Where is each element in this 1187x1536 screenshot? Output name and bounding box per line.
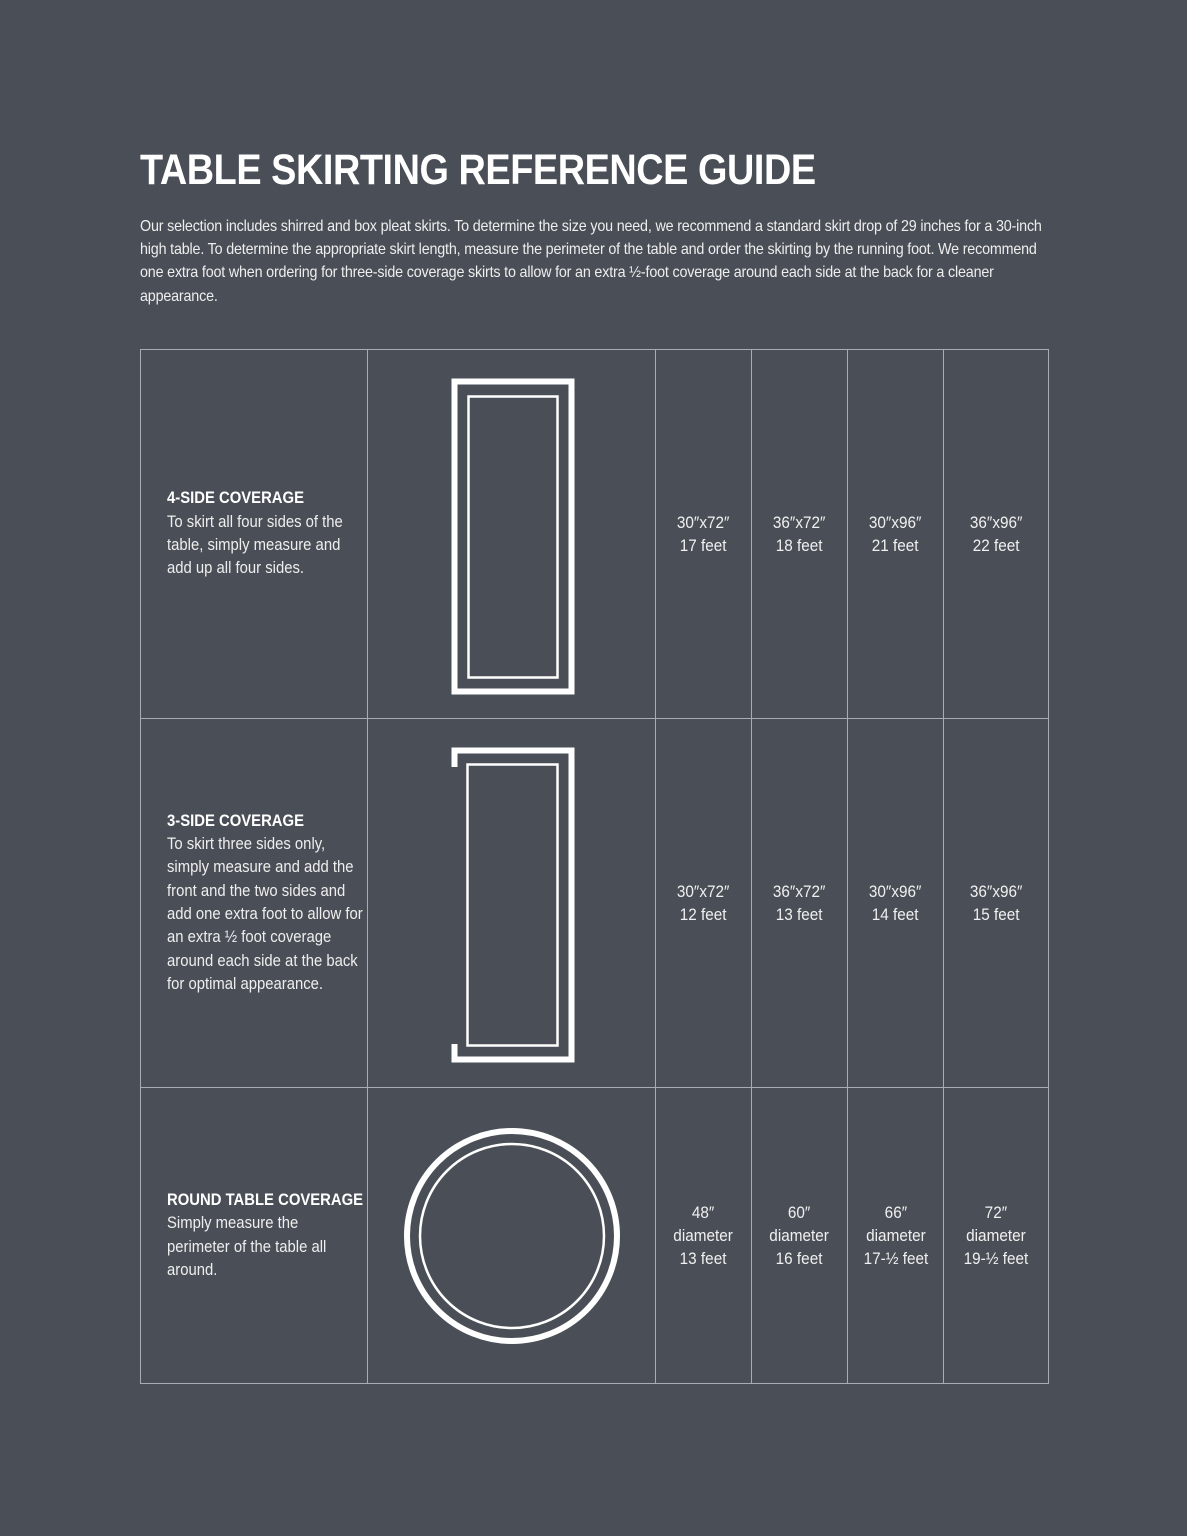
row-description: To skirt all four sides of the table, simply measure and add up all four sides. xyxy=(167,512,343,578)
shape-cell xyxy=(368,350,656,719)
row-heading: 4-SIDE COVERAGE xyxy=(167,489,304,508)
size-qualifier: diameter xyxy=(865,1225,926,1245)
table-row-four-side xyxy=(141,350,1049,719)
skirt-length: 14 feet xyxy=(872,905,919,924)
skirt-length: 15 feet xyxy=(972,905,1020,924)
skirt-length: 16 feet xyxy=(776,1249,823,1269)
table-size: 30″x72″ xyxy=(677,881,730,901)
row-description: To skirt three sides only, simply measure and add the front and the two sides and add one extra foot to allow for an extra ½ foot coverage around each side at the back for optimal appearance. xyxy=(167,835,363,993)
size-cell xyxy=(944,1088,1049,1384)
reference-table xyxy=(140,349,1049,1384)
intro-paragraph: Our selection includes shirred and box pleat skirts. To determine the size you need, we recommend a standard skirt drop of 29 inches for a 30-inch high table. To determine the appropriate skirt length, measure the perimeter of the table and order the skirting by the running foot. We recommend one extra foot when ordering for three-side coverage skirts to allow for an extra ½-foot coverage around each side at the back for a cleaner appearance. xyxy=(140,218,1042,305)
shape-cell xyxy=(368,719,656,1088)
skirt-length: 22 feet xyxy=(972,536,1020,555)
size-cell xyxy=(848,350,944,719)
size-cell xyxy=(752,350,848,719)
description-cell xyxy=(141,719,368,1088)
description-cell xyxy=(141,1088,368,1384)
row-heading: 3-SIDE COVERAGE xyxy=(167,811,304,830)
table-size: 60″ xyxy=(788,1202,811,1222)
rectangle-table-four-side-icon xyxy=(368,369,656,699)
skirt-length: 13 feet xyxy=(776,905,823,924)
table-size: 48″ xyxy=(692,1202,715,1222)
skirt-length: 12 feet xyxy=(680,905,727,924)
size-cell xyxy=(656,350,752,719)
size-cell xyxy=(944,350,1049,719)
row-heading: ROUND TABLE COVERAGE xyxy=(167,1190,364,1209)
size-cell xyxy=(752,1088,848,1384)
size-cell xyxy=(656,719,752,1088)
skirt-length: 17-½ feet xyxy=(863,1249,928,1269)
skirt-length: 18 feet xyxy=(776,536,823,555)
size-cell xyxy=(848,719,944,1088)
rectangle-table-three-side-icon xyxy=(368,738,656,1068)
size-cell xyxy=(848,1088,944,1384)
table-size: 36″x72″ xyxy=(773,881,826,901)
skirt-length: 21 feet xyxy=(872,536,919,555)
size-cell xyxy=(944,719,1049,1088)
round-table-icon xyxy=(368,1121,656,1351)
size-qualifier: diameter xyxy=(673,1225,734,1245)
shape-cell xyxy=(368,1088,656,1384)
skirt-length: 13 feet xyxy=(680,1249,727,1269)
size-cell xyxy=(752,719,848,1088)
table-size: 30″x96″ xyxy=(869,512,922,532)
table-size: 66″ xyxy=(884,1202,907,1222)
table-row-round xyxy=(141,1088,1049,1384)
row-description: Simply measure the perimeter of the table all around. xyxy=(167,1214,327,1279)
table-size: 36″x96″ xyxy=(969,512,1023,532)
description-cell xyxy=(141,350,368,719)
table-size: 36″x72″ xyxy=(773,512,826,532)
page-title: TABLE SKIRTING REFERENCE GUIDE xyxy=(140,146,816,194)
table-size: 30″x96″ xyxy=(869,881,922,901)
skirt-length: 17 feet xyxy=(680,536,727,555)
size-qualifier: diameter xyxy=(769,1225,830,1245)
size-qualifier: diameter xyxy=(966,1225,1026,1245)
size-cell xyxy=(656,1088,752,1384)
table-size: 72″ xyxy=(984,1202,1008,1222)
table-row-three-side xyxy=(141,719,1049,1088)
skirt-length: 19-½ feet xyxy=(963,1249,1029,1269)
table-size: 36″x96″ xyxy=(969,881,1023,901)
table-size: 30″x72″ xyxy=(677,512,730,532)
